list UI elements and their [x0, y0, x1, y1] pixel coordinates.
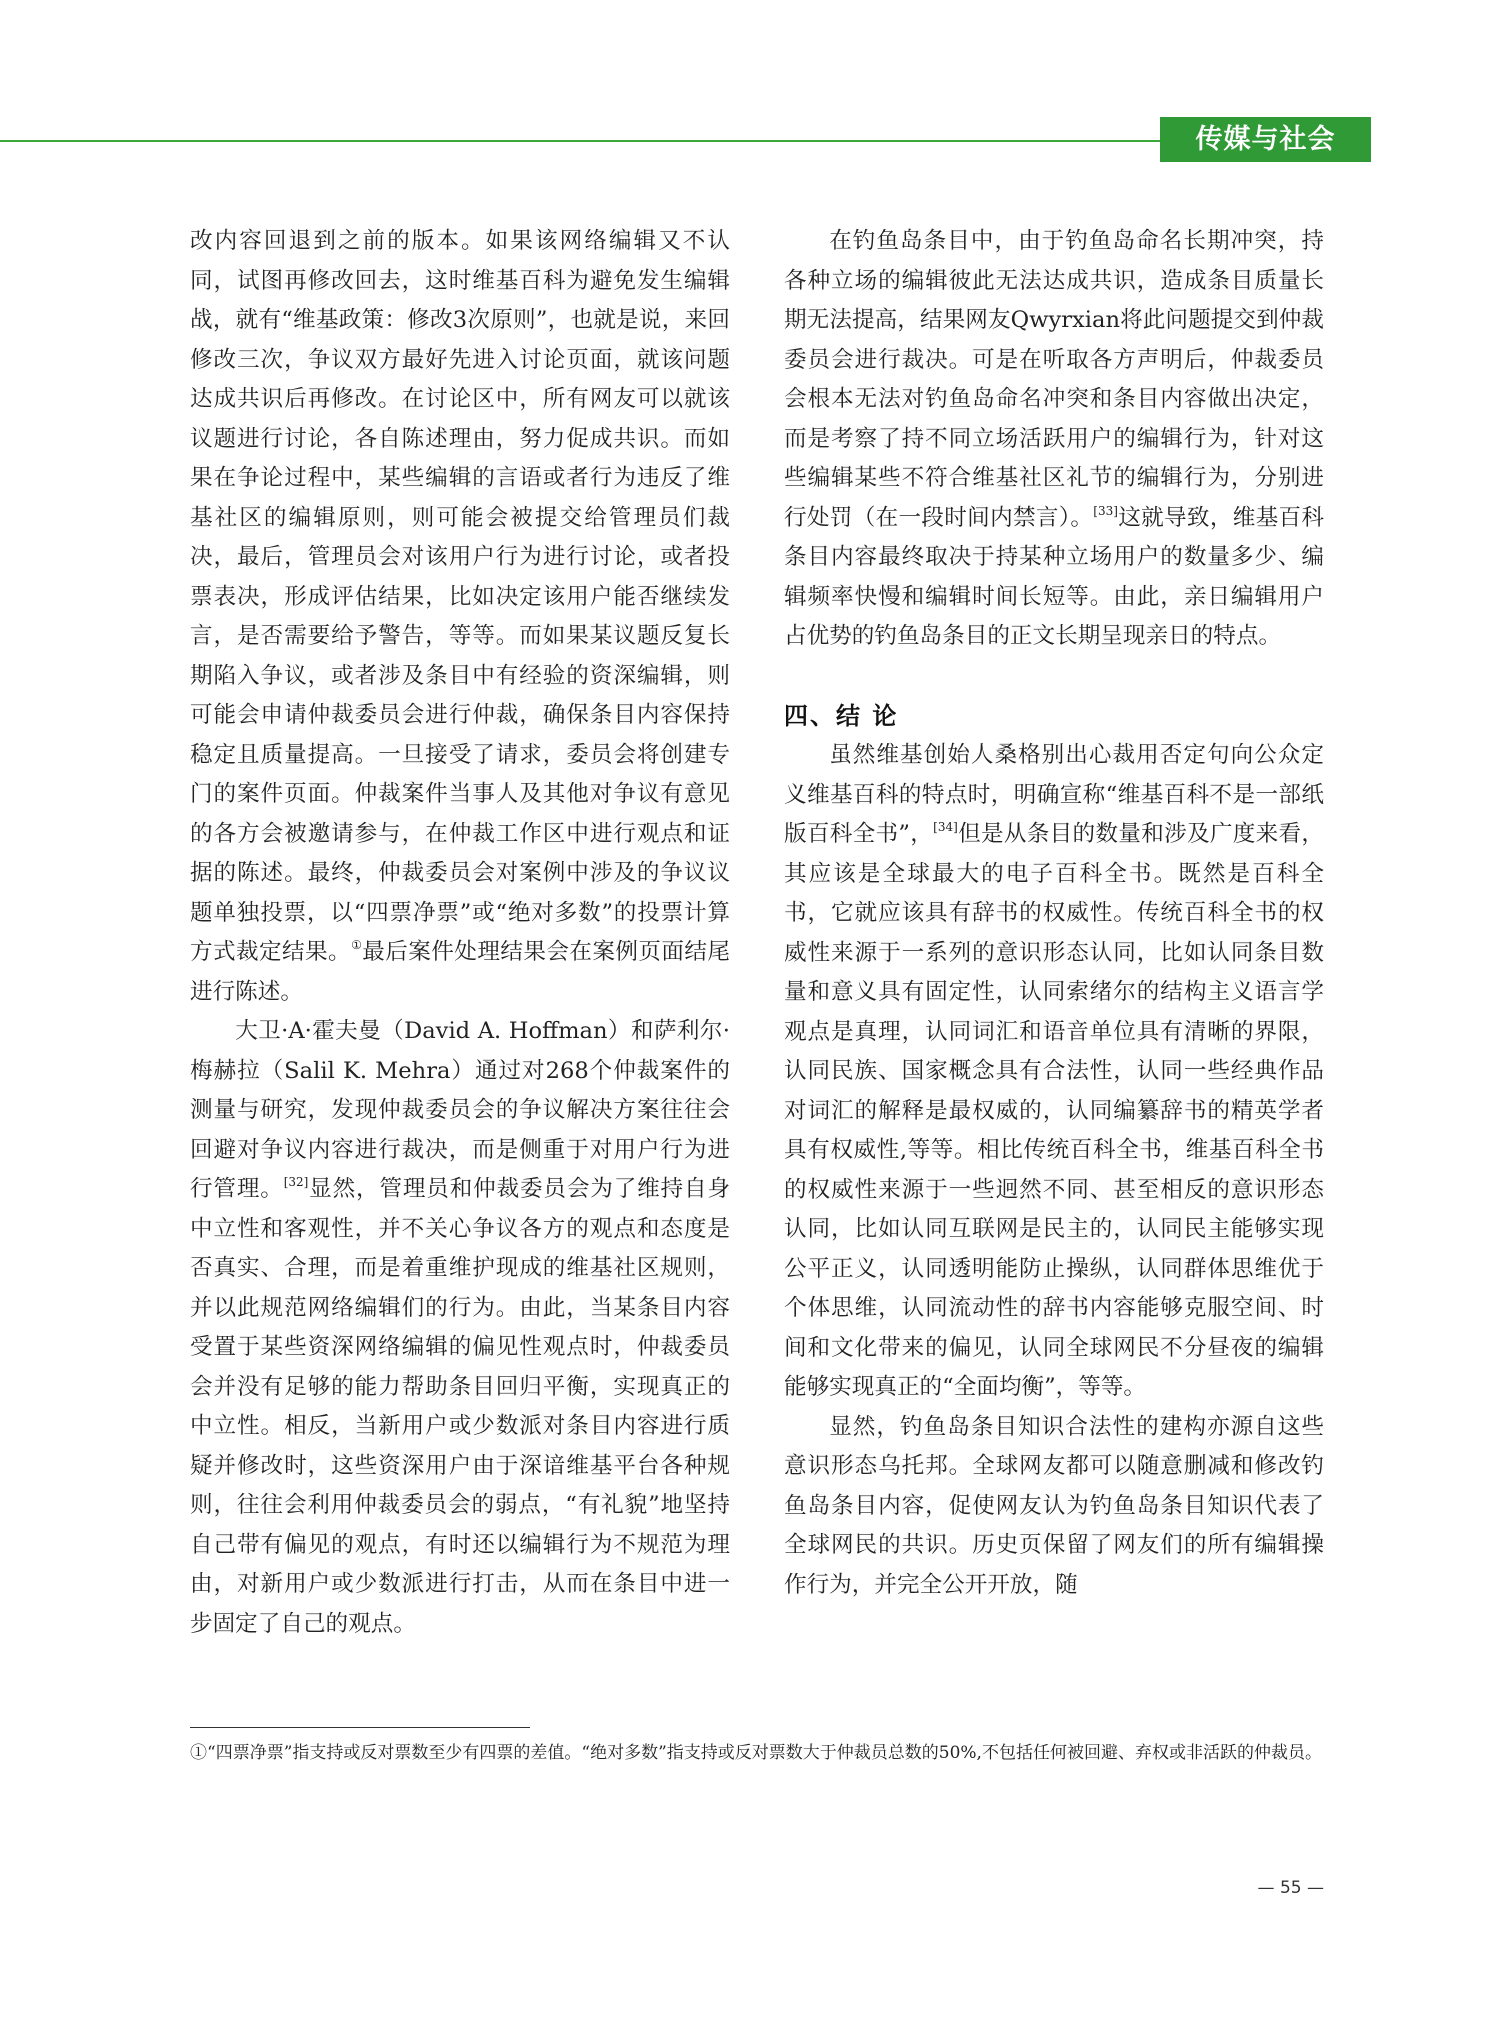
page-number: — 55 —	[1257, 1878, 1324, 1898]
right-column	[784, 222, 1324, 1605]
section-heading: 四、结 论	[784, 701, 899, 730]
footnote-marker: ①	[351, 938, 363, 952]
left-column	[190, 222, 730, 1644]
paragraph-text: 改内容回退到之前的版本。如果该网络编辑又不认同，试图再修改回去，这时维基百科为避免发生编辑战，就有“维基政策：修改3次原则”，也就是说，来回修改三次，争议双方最好先进入讨论页面，就该问题达成共识后再修改。在讨论区中，所有网友可以就该议题进行讨论，各自陈述理由，努力促成共识。而如果在争论过程中，某些编辑的言语或者行为违反了维基社区的编辑原则，则可能会被提交给管理员们裁决，最后，管理员会对该用户行为进行讨论，或者投票表决，形成评估结果，比如决定该用户能否继续发言，是否需要给予警告，等等。而如果某议题反复长期陷入争议，或者涉及条目中有经验的资深编辑，则可能会申请仲裁委员会进行仲裁，确保条目内容保持稳定且质量提高。一旦接受了请求，委员会将创建专门的案件页面。仲裁案件当事人及其他对争议有意见的各方会被邀请参与，在仲裁工作区中进行观点和证据的陈述。最终，仲裁委员会对案例中涉及的争议议题单独投票，以“四票净票”或“绝对多数”的投票计算方式裁定结果。	[190, 228, 730, 965]
citation-ref: [33]	[1093, 503, 1118, 518]
paragraph-text: 这就导致，维基百科条目内容最终取决于持某种立场用户的数量多少、编辑频率快慢和编辑时间长短等。由此，亲日编辑用户占优势的钓鱼岛条目的正文长期呈现亲日的特点。	[784, 504, 1325, 649]
paragraph	[190, 1012, 730, 1644]
footnote-divider	[190, 1727, 530, 1728]
paragraph	[784, 736, 1324, 1408]
paragraph-text: 虽然维基创始人桑格别出心裁用否定句向公众定义维基百科的特点时，明确宣称“维基百科不是一部纸版百科全书”，	[784, 742, 1324, 847]
paragraph	[190, 222, 730, 1012]
citation-ref: [32]	[283, 1175, 309, 1189]
paragraph-text: 最后案件处理结果会在案例页面结尾进行陈述。	[190, 939, 731, 1005]
paragraph	[784, 222, 1324, 657]
citation-ref: [34]	[933, 820, 958, 834]
paragraph-text: 显然，管理员和仲裁委员会为了维持自身中立性和客观性，并不关心争议各方的观点和态度是否真实、合理，而是着重维护现成的维基社区规则，并以此规范网络编辑们的行为。由此，当某条目内容受置于某些资深网络编辑的偏见性观点时，仲裁委员会并没有足够的能力帮助条目回归平衡，实现真正的中立性。相反，当新用户或少数派对条目内容进行质疑并修改时，这些资深用户由于深谙维基平台各种规则，往往会利用仲裁委员会的弱点，“有礼貌”地坚持自己带有偏见的观点，有时还以编辑行为不规范为理由，对新用户或少数派进行打击，从而在条目中进一步固定了自己的观点。	[190, 1176, 731, 1637]
section-title: 传媒与社会	[1160, 117, 1371, 162]
paragraph-text: 大卫·A·霍夫曼（David A. Hoffman）和萨利尔·梅赫拉（Salil K. Mehra）通过对268个仲裁案件的测量与研究，发现仲裁委员会的争议解决方案往往会回避对争议内容进行裁决，而是侧重于对用户行为进行管理。	[190, 1018, 730, 1202]
paragraph-text: 但是从条目的数量和涉及广度来看，其应该是全球最大的电子百科全书。既然是百科全书，它就应该具有辞书的权威性。传统百科全书的权威性来源于一系列的意识形态认同，比如认同条目数量和意义具有固定性，认同索绪尔的结构主义语言学观点是真理，认同词汇和语音单位具有清晰的界限，认同民族、国家概念具有合法性，认同一些经典作品对词汇的解释是最权威的，认同编纂辞书的精英学者具有权威性,等等。相比传统百科全书，维基百科全书的权威性来源于一些迥然不同、甚至相反的意识形态认同，比如认同互联网是民主的，认同民主能够实现公平正义，认同透明能防止操纵，认同群体思维优于个体思维，认同流动性的辞书内容能够克服空间、时间和文化带来的偏见，认同全球网民不分昼夜的编辑能够实现真正的“全面均衡”，等等。	[784, 821, 1324, 1400]
header-rule	[0, 140, 1160, 142]
paragraph-text: 在钓鱼岛条目中，由于钓鱼岛命名长期冲突，持各种立场的编辑彼此无法达成共识，造成条目质量长期无法提高，结果网友Qwyrxian将此问题提交到仲裁委员会进行裁决。可是在听取各方声明后，仲裁委员会根本无法对钓鱼岛命名冲突和条目内容做出决定，而是考察了持不同立场活跃用户的编辑行为，针对这些编辑某些不符合维基社区礼节的编辑行为，分别进行处罚（在一段时间内禁言）。	[784, 228, 1324, 531]
footnote: ①“四票净票”指支持或反对票数至少有四票的差值。“绝对多数”指支持或反对票数大于仲裁员总数的50%,不包括任何被回避、弃权或非活跃的仲裁员。	[190, 1743, 1322, 1763]
paragraph: 显然，钓鱼岛条目知识合法性的建构亦源自这些意识形态乌托邦。全球网友都可以随意删减和修改钓鱼岛条目内容，促使网友认为钓鱼岛条目知识代表了全球网民的共识。历史页保留了网友们的所有编辑操作行为，并完全公开开放，随	[784, 1413, 1324, 1598]
